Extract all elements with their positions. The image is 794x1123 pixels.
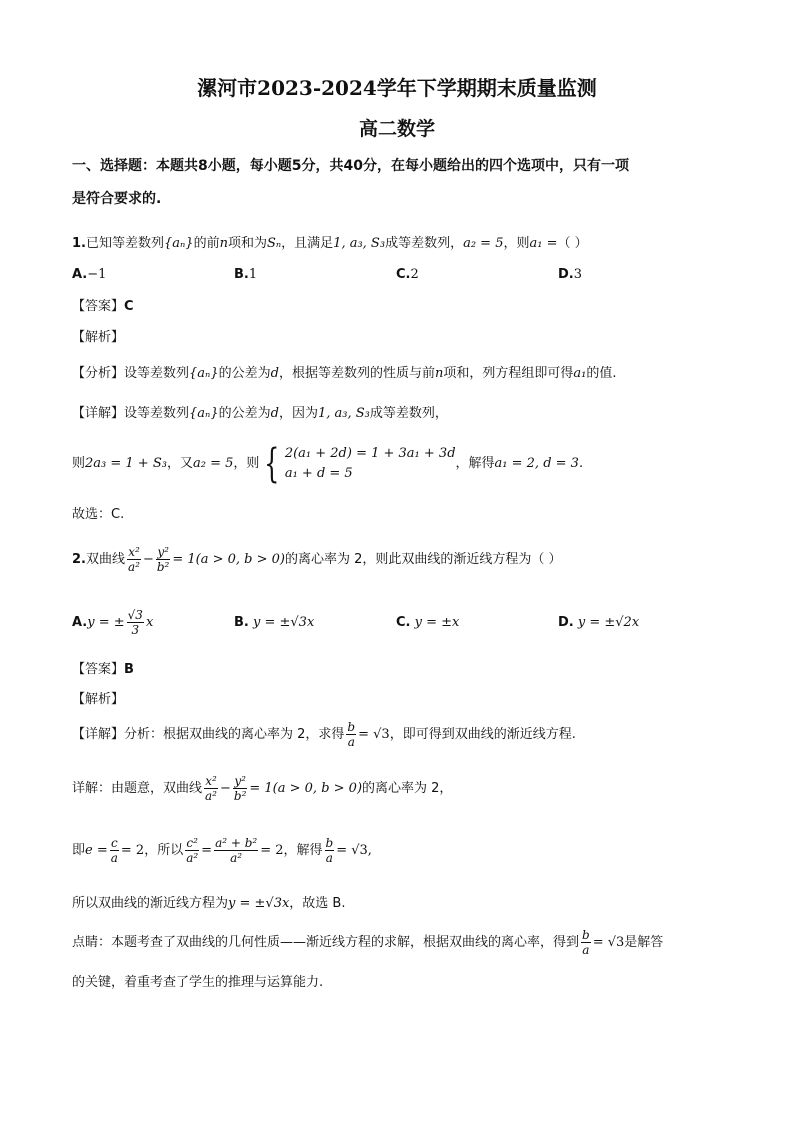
numerator: c	[110, 836, 118, 850]
q2-option-a	[72, 603, 153, 643]
q1-xiangjie	[72, 405, 448, 423]
text: ，则	[233, 456, 260, 471]
math: = √3	[358, 727, 390, 742]
page-title: 漯河市2023-2024学年下学期期末质量监测	[197, 76, 597, 100]
fraction	[110, 836, 119, 865]
denominator: a²	[230, 851, 243, 865]
denominator: a	[347, 735, 355, 749]
text: ，解得	[283, 843, 323, 858]
q1-analysis-label: 【解析】	[72, 330, 125, 345]
text: ，因为	[278, 406, 318, 421]
denominator: a	[110, 851, 118, 865]
text: 点睛：本题考查了双曲线的几何性质——渐近线方程的求解，根据双曲线的离心率，得到	[72, 935, 580, 950]
math: a₂ = 5	[192, 456, 234, 471]
math: n	[434, 366, 444, 381]
q2-answer	[72, 661, 134, 679]
numerator: √3	[127, 608, 143, 622]
option-value: −1	[87, 267, 107, 282]
text: ，又	[166, 456, 193, 471]
math: a₁	[573, 366, 587, 381]
denominator: a²	[186, 851, 199, 865]
math: a₁ = 2, d = 3	[494, 456, 579, 471]
denominator: a	[582, 943, 590, 957]
q2-analysis-label: 【解析】	[72, 692, 125, 707]
text: 即	[72, 843, 86, 858]
math: = 2	[260, 843, 284, 858]
q1-option-d	[558, 266, 582, 284]
option-value: y = ±	[87, 615, 125, 630]
text: 详解：由题意，双曲线	[72, 781, 203, 796]
q2-option-d	[558, 614, 639, 632]
system-row-2: a₁ + d = 5	[284, 465, 353, 481]
option-label: B.	[234, 615, 249, 630]
q1-text: 的前	[193, 236, 220, 251]
option-value: 3	[573, 267, 583, 282]
fenxi-label: 【分析】	[72, 366, 125, 381]
answer-value: B	[124, 662, 134, 677]
text: ，根据等差数列的性质与前	[278, 366, 435, 381]
math: e =	[85, 843, 108, 858]
numerator: a² + b²	[215, 836, 258, 850]
math: = √3	[592, 935, 625, 950]
option-label: D.	[558, 615, 574, 630]
q2-stem	[72, 542, 562, 578]
option-value: y = ±x	[414, 615, 460, 630]
q1-number: 1.	[72, 236, 86, 251]
text: 分析：根据双曲线的离心率为 2，求得	[124, 727, 345, 742]
numerator: x²	[128, 545, 140, 559]
q2-dianjing-cont: 的关键，着重考查了学生的推理与运算能力.	[72, 975, 324, 990]
q1-answer	[72, 298, 134, 316]
option-label: A.	[72, 267, 88, 282]
math: d	[270, 406, 279, 421]
option-label: C.	[396, 267, 411, 282]
q1-choose: 故选：C.	[72, 507, 125, 522]
option-value: 2	[410, 267, 419, 282]
denominator: b²	[156, 560, 170, 574]
q1-option-b	[234, 266, 257, 284]
fraction	[127, 608, 144, 637]
q1-terms: 1, a₃, S₃	[333, 236, 386, 251]
section-heading-line1: 一、选择题：本题共8小题，每小题5分，共40分，在每小题给出的四个选项中，只有一项	[72, 158, 629, 174]
q1-condition: a₂ = 5	[463, 236, 504, 251]
xiangjie-label: 【详解】	[72, 406, 125, 421]
q1-option-a	[72, 266, 106, 284]
page-subtitle: 高二数学	[358, 118, 435, 140]
text: 所以双曲线的渐近线方程为	[72, 896, 229, 911]
option-value: y = ±√2x	[577, 615, 640, 630]
answer-value: C	[124, 299, 134, 314]
option-label: B.	[234, 267, 249, 282]
fraction	[156, 545, 171, 574]
numerator: b	[347, 720, 356, 734]
text: ，故选 B.	[289, 896, 346, 911]
text: 的离心率为 2，	[362, 781, 453, 796]
section-heading-line2: 是符合要求的.	[72, 191, 162, 207]
math: = 1(a > 0, b > 0)	[172, 552, 286, 567]
text: ，解得	[455, 456, 495, 471]
q1-fenxi	[72, 365, 616, 383]
text: .	[578, 456, 584, 471]
text: 成等差数列，	[369, 406, 448, 421]
denominator: a²	[128, 560, 140, 574]
math: 2a₃ = 1 + S₃	[85, 456, 167, 471]
section-heading-cont	[72, 190, 161, 208]
text: 项和，列方程组即可得	[443, 366, 574, 381]
text: 设等差数列	[124, 366, 190, 381]
q1-text: 已知等差数列	[85, 236, 164, 251]
text: 是解答	[624, 935, 664, 950]
q1-text: ，则	[503, 236, 530, 251]
denominator: b²	[233, 789, 247, 803]
equation-system: { 2(a₁ + 2d) = 1 + 3a₁ + 3d a₁ + d = 5	[264, 440, 456, 487]
q1-option-c	[396, 266, 419, 284]
math: d	[270, 366, 279, 381]
numerator: b	[582, 928, 590, 942]
option-label: D.	[558, 267, 574, 282]
text: 的公差为	[218, 366, 271, 381]
option-label: A.	[72, 615, 88, 630]
q1-text: 项和为	[227, 236, 267, 251]
denominator: a²	[205, 789, 217, 803]
option-value: 1	[248, 267, 258, 282]
text: 则	[72, 456, 86, 471]
option-label: C.	[396, 615, 411, 630]
q2-dianjing	[72, 925, 663, 961]
q2-option-b	[234, 614, 314, 632]
numerator: y²	[157, 545, 169, 559]
fraction	[204, 774, 218, 803]
q1-text: ，且满足	[281, 236, 334, 251]
q2-xiangjie	[72, 717, 576, 753]
option-value: y = ±√3x	[253, 615, 315, 630]
q2-derivation	[72, 832, 372, 870]
text: 的值.	[586, 366, 617, 381]
system-row-1: 2(a₁ + 2d) = 1 + 3a₁ + 3d	[284, 445, 456, 461]
numerator: c²	[186, 836, 198, 850]
math: {aₙ}	[189, 366, 219, 381]
q2-detail	[72, 770, 452, 808]
q1-a1: a₁ =	[529, 236, 558, 251]
fraction	[233, 774, 248, 803]
math: y = ±√3x	[228, 896, 290, 911]
q2-option-c	[396, 614, 459, 632]
math: {aₙ}	[189, 406, 219, 421]
q1-text: 成等差数列，	[385, 236, 464, 251]
numerator: b	[325, 836, 334, 850]
denominator: 3	[131, 623, 140, 637]
text: ，即可得到双曲线的渐近线方程.	[389, 727, 576, 742]
q1-sn: Sₙ	[266, 236, 282, 251]
fraction	[325, 836, 335, 865]
math: x	[145, 615, 154, 630]
q2-conclusion	[72, 895, 345, 913]
math: = 1(a > 0, b > 0)	[249, 781, 363, 796]
q2-number: 2.	[72, 552, 86, 567]
math: −	[142, 552, 154, 567]
text: 的离心率为 2，则此双曲线的渐近线方程为（ ）	[285, 552, 562, 567]
math: = √3,	[336, 843, 372, 858]
q1-stem	[72, 235, 588, 253]
q1-system	[72, 442, 583, 486]
fraction	[581, 928, 591, 957]
denominator: a	[325, 851, 333, 865]
numerator: y²	[234, 774, 246, 788]
text: 设等差数列	[124, 406, 190, 421]
fraction	[185, 836, 199, 865]
text: 双曲线	[85, 552, 125, 567]
xiangjie-label: 【详解】	[72, 727, 125, 742]
section-heading	[72, 157, 629, 175]
math: 1, a₃, S₃	[317, 406, 370, 421]
math: = 2	[120, 843, 145, 858]
fraction	[127, 545, 141, 574]
fraction	[346, 720, 356, 749]
answer-label: 【答案】	[72, 662, 125, 677]
q1-n: n	[219, 236, 228, 251]
text: ，所以	[144, 843, 184, 858]
q1-paren: （ ）	[557, 236, 588, 251]
q1-sequence: {aₙ}	[164, 236, 194, 251]
numerator: x²	[205, 774, 217, 788]
answer-label: 【答案】	[72, 299, 125, 314]
math: −	[219, 781, 231, 796]
fraction	[214, 836, 258, 865]
text: 的公差为	[218, 406, 271, 421]
math: =	[201, 843, 213, 858]
